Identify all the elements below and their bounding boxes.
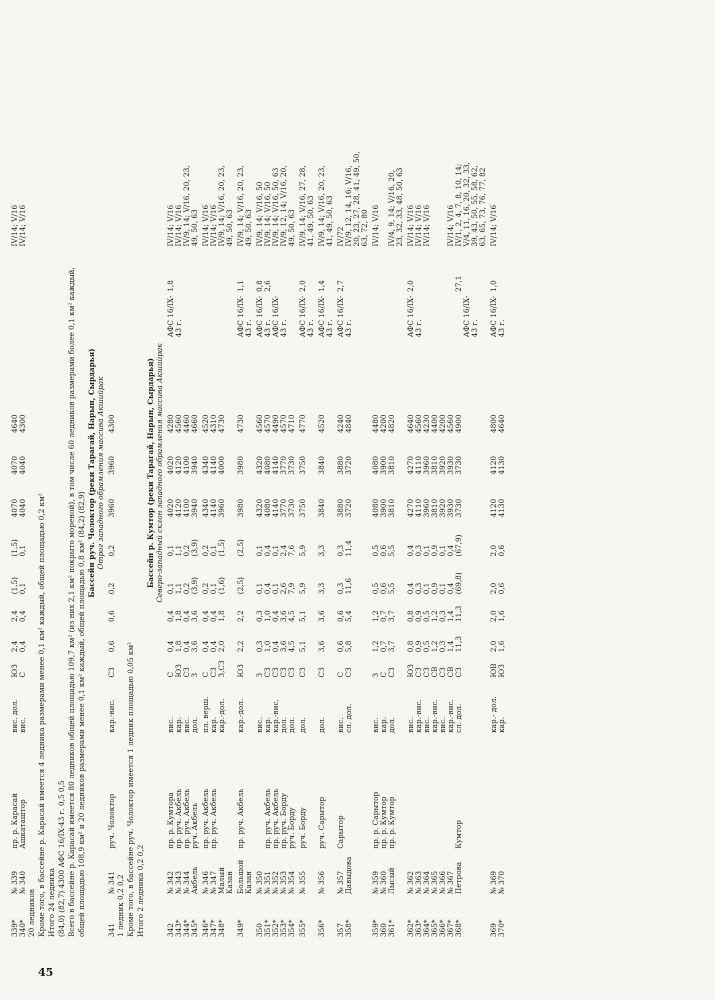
cell-loc: Сарытор [336,815,345,849]
table-row [253,8,296,938]
cell-fl: 4120 4130 [489,456,506,475]
cell-exp: ЮЗ С [10,664,27,678]
cell-hmx: 4340 4140 3960 [201,498,226,518]
cell-src: 4480 4200 4820 [371,414,396,433]
cell-ar: 0,3 11,6 [336,578,353,595]
cell-name: № 369 № 370 [489,871,506,895]
cell-exp: ЮЗ СЗ СЗ СВ СЗ СВ СЗ [406,664,463,678]
cell-src: 4520 4310 4730 [201,414,226,433]
cell-hmx: 3880 3720 [336,498,353,518]
cell-fl: 4070 4040 [10,456,27,475]
cell-exp: С СЗ З,СЗ [201,660,226,678]
cell-w: 2,4 0,4 [10,610,27,622]
cell-h: 0,1 0,4 0,1 2,4 7,6 [255,544,296,557]
cell-type: вис. кар. кар.-вис. дол. дол. [255,699,296,733]
sub-text: Северо-западный склон западного обрамления массива Акшийрак [155,343,164,603]
cell-h: 5,9 [298,544,307,557]
table-row [8,8,27,938]
cell-lit: IV/9, 14; V/16, 27, 28, 41, 49, 50, 63 [298,165,315,247]
cell-hmx: 3980 [236,498,245,518]
cell-exp: СЗ [317,667,326,678]
note-text: (84,0) (82,7) 4300 АФС 16/IX-43 г. 0,5 0,5 [57,780,66,937]
scanned-page [8,8,707,938]
cell-lit: IV/14; V/16 IV/14; V/16 IV/14; V/16 IV/14; V/16 IV/1, 2, 4, 7, 8, 10, 14; V/4, 11, 16, 20, 32, 33, 39, 43, 50, 55, 58, 62, 63, 65, 73, 76, 77, 82 [406,162,487,247]
note-text: 20 ледников [27,889,36,937]
cell-fl: 3960 [107,456,116,475]
cell-hmx: 3840 [317,498,326,518]
cell-fl: 4340 4140 4000 [201,456,226,475]
cell-src: 4280 4560 4460 4660 [166,414,199,433]
cell-ar: 2,0 0,6 [489,582,506,595]
cell-a1 [369,293,404,338]
cell-no: 342 343* 344* 345* [166,919,199,937]
note-text: Всего в бассейне р. Карасай имеется 80 ледников общей площадью 109,7 км² (из них 2,1 км² покрыто мореной), в том числе 60 ледников размерами более 0,1 км² каждый, [67,267,76,937]
cell-a1: АФС 16/IX-43 г. АФС 16/IX-43 г. [255,295,288,338]
cell-src: 4520 [317,414,326,433]
cell-no: 362* 363* 364* 365* 366* 367* 368* [406,919,463,937]
cell-src: 4800 4640 [489,414,506,433]
cell-fl: 3980 [236,456,245,475]
cell-name: № 339 № 340 [10,871,27,895]
cell-a1: АФС 16/IX-43 г. АФС 16/IX-43 г. [406,295,479,338]
cell-lit: IV/14; V/16 IV/4, 9, 14; V/16, 20, 23, 32, 33, 48, 50, 63 [371,167,404,247]
cell-h: 0,3 11,4 [336,540,353,557]
cell-loc: пр. руч. Акбель пр. руч. Акбель пр. руч. Борду руч. Борду [263,788,296,849]
cell-ar: (2,5) [236,576,245,595]
cell-no: 349* [236,919,245,937]
cell-len: 0,3 1,0 0,4 3,6 4,5 [255,640,296,653]
cell-ar: 0,2 0,1 (1,6) [201,576,226,595]
cell-hmx: 3750 [298,498,307,518]
cell-name: № 346 № 347 Малый Казан [201,867,234,895]
cell-loc: пр. р. Кумтора пр. руч. Акбель пр. руч. Акбель руч. Акбель [166,788,199,849]
cell-no: 350 351* 352* 353* 354* [255,919,296,937]
cell-a2: 1,0 [489,280,498,292]
cell-len: 3,6 [317,640,326,653]
glacier-catalog-table [8,8,506,938]
cell-w: 0,8 0,9 0,5 1,2 0,3 1,4 11,3 [406,605,463,622]
cell-len: 0,6 [107,640,116,653]
table-row [334,8,369,938]
cell-type: кар.- дол. кар. [489,696,506,733]
cell-loc: пр. руч. Акбель пр. руч. Акбель [201,788,218,849]
cell-type: кар.-дол. [236,698,245,733]
cell-a2: 1,1 [236,280,245,292]
cell-loc: руч. Сарытор [317,796,326,849]
cell-ar: 0,4 0,3 0,1 0,9 0,1 0,4 (69,8) [406,572,463,595]
cell-len: 2,4 0,4 [10,640,27,653]
page-number: 45 [38,966,54,979]
cell-loc: пр. р. Карасай Ашкаташтор [10,792,27,849]
cell-name: № 355 [298,871,307,895]
cell-exp: ЮЗ [236,664,245,678]
cell-a2: 2,7 [336,280,345,292]
cell-src: 4640 4560 4230 4400 4200 4560 4900 [406,414,463,433]
note-text: 1 ледник 0,2 0,2 [116,874,125,937]
cell-lit: IV/9, 14; V/16, 20, 23, 41, 49, 50, 63 [317,165,334,247]
summary-note [47,8,57,938]
cell-hmx: 3960 [107,498,116,518]
summary-note [116,8,126,938]
cell-loc [487,734,506,850]
summary-note [126,8,136,938]
cell-loc: пр. р. Сарытор пр. р. Кумтор пр. р. Кумтор [371,791,396,849]
cell-no: 346* 347* 348* [201,919,226,937]
cell-w: 3,6 [317,610,326,622]
cell-loc: пр. руч. Акбель [236,788,245,849]
cell-hmx: 4270 4110 3960 3810 3920 3930 3730 [406,498,463,518]
cell-lit: IV/14; V/16 IV/14; V/16 IV/9, 14; V/16, 20, 23, 49, 50, 63 [201,165,234,247]
cell-exp: ЮВ ЮЗ [489,663,506,678]
cell-a1 [105,293,116,338]
cell-fl: 3840 [317,456,326,475]
cell-src: 4640 4300 [10,414,27,433]
cell-a1: АФС 16/IX-43 г. [317,295,334,338]
cell-type: вис. сл. дол. [336,703,353,733]
cell-src: 4300 [107,414,116,433]
cell-h: 2,0 0,6 [489,544,506,557]
cell-exp: З СЗ СЗ СЗ СЗ [255,667,296,678]
cell-no: 369 370* [489,919,506,937]
cell-h: (2,5) [236,539,245,557]
cell-len: 0,4 1,8 0,4 3,6 [166,640,199,653]
cell-lit: IV/9, 14; V/16, 50 IV/9, 14; V/16, 50 IV/9, 14; V/16, 50, 63 IV/9, 12, 14; V/16, 20, 49, 50, 63 [255,165,296,247]
cell-w: 2,2 [236,610,245,622]
cell-type: пл. верш. кар. кар.-дол. [201,696,226,733]
cell-name: № 362 № 363 № 364 № 365 № 366 № 367 Петрова [406,861,463,895]
cell-len: 2,2 [236,640,245,653]
table-row [296,8,315,938]
basin-subheading [97,8,105,938]
note-text: Кроме того, в бассейне руч. Чолоктор имеется 1 ледник площадью 0,05 км² [126,642,135,937]
cell-hmx: 4070 4040 [10,498,27,518]
cell-w: 5,1 [298,610,307,622]
cell-fl: 4320 4080 4140 3770 3730 [255,456,296,475]
cell-no: 355* [298,919,307,937]
cell-hmx: 4120 4130 [489,498,506,518]
cell-a2 [8,248,27,293]
cell-lit: IV/72 IV/9, 12, 14, 16; V/16, 20, 23, 27, 28, 41, 49, 50, 63, 72, 80 [336,151,369,247]
cell-lit: IV/14; V/16 [489,204,498,247]
cell-hmx: 4080 3900 3810 [371,498,396,518]
cell-type: вис. кар.-вис. вис. кар.-вис. вис. кар.-вис. сл. дол. [406,699,463,733]
cell-hmx: 4320 4080 4140 3770 3730 [255,498,296,518]
cell-fl: 4270 4110 3960 3810 3920 3930 3730 [406,456,463,475]
cell-fl: 3880 3720 [336,456,353,475]
cell-ar: (1,5) 0,1 [10,576,27,595]
summary-note [27,8,37,938]
cell-a2: 1,4 [317,280,326,292]
sub-text: Отрог западного обрамления массива Акшийрак [96,376,105,570]
cell-h: 0,4 0,3 0,1 0,9 0,1 0,4 (67,9) [406,534,463,557]
cell-h: 0,2 [107,544,116,557]
cell-name: № 341 [107,871,116,895]
cell-exp: СЗ [298,667,307,678]
cell-exp: З С СЗ [371,667,396,678]
cell-loc: руч. Борду [298,807,307,849]
cell-type: вис. дол. вис. [10,699,27,733]
head-text: Бассейн р. Кумтор (реки Тарагай, Нарын, Сырдарья) [146,358,155,588]
table-row [105,8,116,938]
cell-a1 [8,293,27,338]
cell-lit: IV/14; V/16 IV/14; V/16 IV/9, 14; V/16, 20, 23, 49, 50, 63 [166,165,199,247]
cell-no: 357 358* [336,919,353,937]
cell-a2: 0,8 2,6 [255,280,272,292]
note-text: Итого 24 ледника [47,867,56,937]
cell-ar: 0,1 1,1 0,2 (3,9) [166,576,199,595]
cell-a2 [199,248,234,293]
cell-w: 0,4 1,8 0,4 3,6 [166,610,199,622]
cell-a2 [105,248,116,293]
cell-exp: СЗ [107,667,116,678]
cell-type: кар.-вис. [107,699,116,733]
table-row [315,8,334,938]
cell-w: 0,6 5,4 [336,610,353,622]
cell-type: дол. [317,717,326,733]
cell-name: Большой Казан [236,859,253,895]
cell-lit: IV/9, 14; V/16, 20, 23, 49, 50, 63 [236,165,253,247]
cell-a2: 2,0 27,1 [406,275,463,292]
cell-fl: 4020 4120 4100 3940 [166,456,199,475]
cell-ar: 0,1 0,4 0,1 2,6 7,9 [255,582,296,595]
cell-src: 4730 [236,414,245,433]
cell-loc: Кумтор [454,820,463,849]
cell-a1: АФС 16/IX-43 г. [489,295,506,338]
cell-a2: 2,0 [298,280,307,292]
cell-no: 339* 340* [10,919,27,937]
table-row [487,8,506,938]
cell-h: 0,5 0,6 5,5 [371,544,396,557]
basin-subheading [156,8,164,938]
cell-a2 [369,248,404,293]
table-row [404,8,487,938]
cell-w: 0,6 [107,610,116,622]
cell-no: 359* 360 361* [371,919,396,937]
cell-type: вис. кар. вис. дол. [166,716,199,733]
cell-w: 0,3 1,0 0,4 3,6 4,5 [255,610,296,622]
cell-name: № 359 № 360 Лысый [371,867,396,895]
table-row [369,8,404,938]
cell-a1: АФС 16/IX-43 г. [298,295,315,338]
summary-note [77,8,87,938]
cell-name: № 357 Давыдова [336,856,353,895]
cell-h: 0,2 0,1 (1,5) [201,539,226,557]
cell-h: 3,3 [317,544,326,557]
cell-src: 4240 4840 [336,414,353,433]
cell-hmx: 4020 4120 4100 3940 [166,498,199,518]
cell-src: 4560 4570 4490 4570 4710 [255,414,296,433]
cell-a1: АФС 16/IX-43 г. [236,295,253,338]
cell-src: 4770 [298,414,307,433]
cell-no: 356* [317,919,326,937]
table-row [164,8,199,938]
cell-lit [105,8,116,248]
cell-ar: 0,5 0,6 5,5 [371,582,396,595]
cell-name: № 356 [317,871,326,895]
head-text: Бассейн руч. Чолоктор (реки Тарагай, Нарын, Сырдарья) [87,348,96,598]
cell-name: № 350 № 351 № 352 № 353 № 354 [255,871,296,895]
cell-loc: руч. Чолоктор [107,793,116,849]
cell-len: 2,0 1,6 [489,640,506,653]
cell-exp: С ЮЗ СЗ З [166,664,199,678]
cell-ar: 3,3 [317,582,326,595]
cell-ar: 5,9 [298,582,307,595]
cell-ar: 0,2 [107,582,116,595]
cell-len: 5,1 [298,640,307,653]
cell-h: 0,1 1,1 0,2 (3,9) [166,539,199,557]
rotated-catalog-table [8,8,707,938]
cell-fl: 4080 3900 3810 [371,456,396,475]
cell-w: 2,0 1,6 [489,610,506,622]
cell-name: № 342 № 343 № 344 Акбель [166,866,199,895]
summary-note [57,8,67,938]
summary-note [136,8,146,938]
cell-len: 0,8 0,9 0,5 1,2 0,3 1,4 11,3 [406,635,463,653]
cell-a1: АФС 16/IX-43 г. [166,295,183,338]
cell-h: (1,5) 0,1 [10,539,27,557]
cell-type: вис. кар. дол. [371,716,396,733]
cell-exp: С СЗ [336,667,353,678]
cell-len: 1,2 0,7 3,7 [371,640,396,653]
cell-w: 0,4 0,4 1,8 [201,610,226,622]
summary-note [37,8,47,938]
cell-len: 0,6 5,8 [336,640,353,653]
cell-a1: АФС 16/IX-43 г. [336,295,353,338]
summary-note [67,8,77,938]
note-text: общей площадью 108,9 км² и 20 ледников размерами менее 0,1 км² каждый, общей площадью 0,8 км² (84,2) (82,9) [77,491,86,937]
note-text: Итого 2 ледника 0,2 0,2 [136,844,145,937]
cell-a1 [199,293,234,338]
cell-type: дол. [298,717,307,733]
cell-w: 1,2 0,7 3,7 [371,610,396,622]
table-row [234,8,253,938]
cell-no: 341 [107,923,116,937]
cell-len: 0,4 0,4 2,0 [201,640,226,653]
cell-lit: IV/14; V/16 IV/14; V/16 [10,204,27,247]
note-text: Кроме того, в бассейне р. Карасай имеется 4 ледника размерами менее 0,1 км² каждый, общей площадью 0,2 км² [37,493,46,937]
table-row [199,8,234,938]
cell-fl: 3750 [298,456,307,475]
cell-a2: 1,8 [166,280,175,292]
